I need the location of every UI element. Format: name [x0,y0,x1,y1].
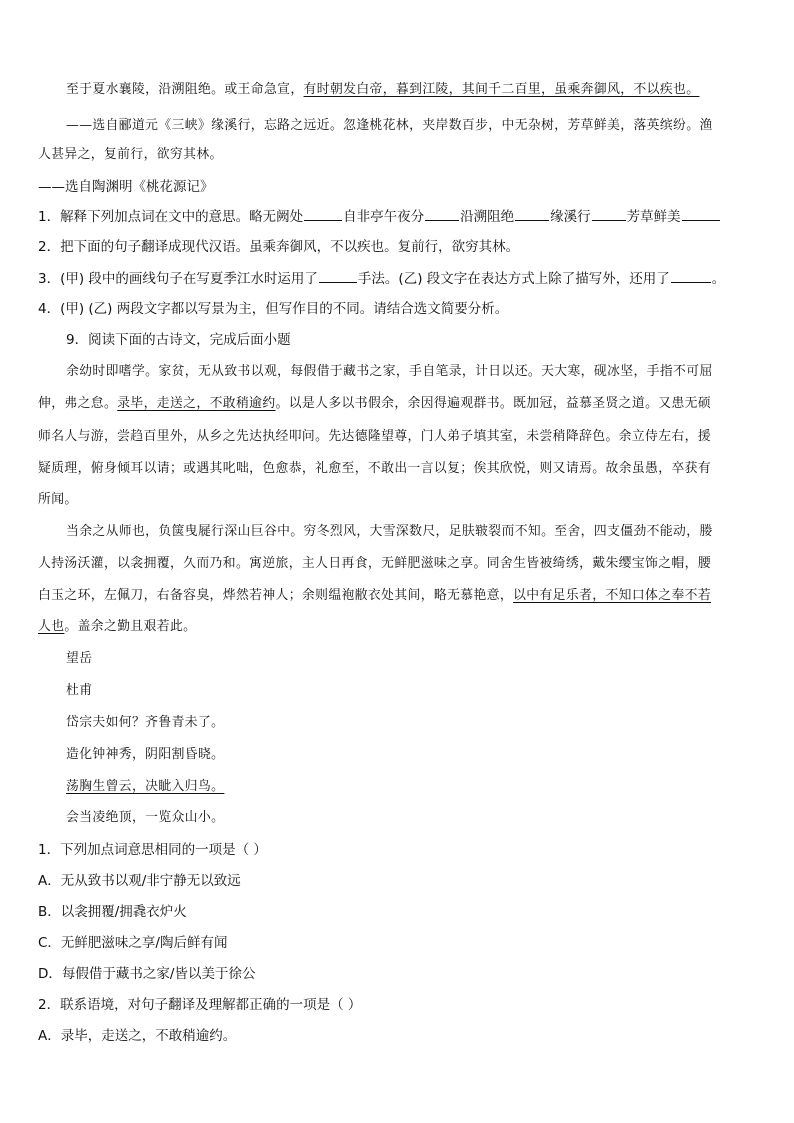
poem-author: 杜甫 [66,683,93,698]
underlined-sentence: 有时朝发白帝，暮到江陵，其间千二百里，虽乘奔御风，不以疾也。 [303,82,700,97]
question-number: 2． [38,239,61,255]
poem-line-4: 会当凌绝顶，一览众山小。 [66,810,225,825]
word-item: 自非亭午夜分 [343,209,425,225]
underlined-sentence: 人也 [38,619,65,634]
answer-blank[interactable] [515,206,549,221]
song-lian-p1-line-4: 疑质理，俯身倾耳以请；或遇其叱咄，色愈恭，礼愈至，不敢出一言以复；俟其欣悦，则又请焉。故余虽愚，卒获有 [38,461,712,476]
passage-jia-line [66,80,699,100]
question-number: 1． [38,209,61,225]
mc1-option-b[interactable]: B．以衾拥覆/拥毳衣炉火 [38,904,187,920]
answer-blank[interactable] [671,268,711,283]
mc1-option-a[interactable]: A．无从致书以观/非宁静无以致远 [38,873,241,889]
question-3 [38,268,725,289]
word-item: 芳草鲜美 [626,209,681,225]
question-text: 。 [711,271,726,287]
song-lian-p1-line-1: 余幼时即嗜学。家贫，无从致书以观，每假借于藏书之家，手自笔录，计日以还。天大寒，砚冰坚，手指不可屈 [66,364,713,379]
mc2-option-a[interactable]: A．录毕，走送之，不敢稍逾约。 [38,1028,237,1044]
song-lian-p1-line-5: 所闻。 [38,492,78,507]
question-4 [38,299,508,319]
word-item: 缘溪行 [550,209,591,225]
song-lian-p2-line-1: 当余之从师也，负箧曳屣行深山巨谷中。穷冬烈风，大雪深数尺，足肤皲裂而不知。至舍，四支僵劲不能动，媵 [66,524,713,539]
song-lian-p2-line-3 [38,586,711,606]
answer-blank[interactable] [592,206,626,221]
passage-text: 白玉之环，左佩刀，右备容臭，烨然若神人；余则缊袍敝衣处其间，略无慕艳意， [38,588,514,603]
answer-blank[interactable] [425,206,459,221]
question-number: 4． [38,301,61,317]
answer-blank[interactable] [319,268,357,283]
song-lian-p2-line-2: 人持汤沃灌，以衾拥覆，久而乃和。寓逆旅，主人日再食，无鲜肥滋味之享。同舍生皆被绮绣，戴朱缨宝饰之帽，腰 [38,556,712,571]
question-1 [38,206,721,227]
question-number: 3． [38,271,61,287]
song-lian-p2-line-4 [38,617,196,637]
word-item: 略无阙处 [249,209,304,225]
question-text: (甲) (乙) 两段文字都以写景为主，但写作目的不同。请结合选文简要分析。 [60,301,509,317]
song-lian-p1-line-3: 师名人与游，尝趋百里外，从乡之先达执经叩问。先达德隆望尊，门人弟子填其室，未尝稍降辞色。余立侍左右，援 [38,429,712,444]
passage-text: 。以是人多以书假余，余因得遍观群书。既加冠，益慕圣贤之道。又患无硕 [275,396,712,411]
question-text: 解释下列加点词在文中的意思。 [60,209,250,225]
passage-yi-text: 缘溪行，忘路之远近。忽逢桃花林，夹岸数百步，中无杂树，芳草鲜美，落英缤纷。渔 [211,118,713,133]
answer-blank[interactable] [304,206,342,221]
poem-title: 望岳 [66,651,93,666]
poem-line-2: 造化钟神秀，阴阳割昏晓。 [66,747,225,762]
question-text: 把下面的句子翻译成现代汉语。虽乘奔御风，不以疾也。复前行，欲穷其林。 [60,239,520,255]
underlined-sentence: 以中有足乐者，不知口体之奉不若 [513,588,712,603]
passage-text: 。盖余之勤且艰若此。 [64,619,197,634]
poem-line-3: 荡胸生曾云，决眦入归鸟。 [66,779,225,794]
question-2 [38,237,519,257]
section-9-heading: 9．阅读下面的古诗文，完成后面小题 [66,332,291,348]
mc1-stem: 1．下列加点词意思相同的一项是（ ） [38,842,267,858]
mc2-stem: 2．联系语境，对句子翻译及理解都正确的一项是（ ） [38,997,362,1013]
source-jia: ——选自郦道元《三峡》 [66,118,212,133]
mc1-option-c[interactable]: C．无鲜肥滋味之享/陶后鲜有闻 [38,935,228,951]
passage-yi-line-2: 人甚异之，复前行，欲穷其林。 [38,147,223,162]
song-lian-p1-line-2 [38,394,711,414]
source-yi: ——选自陶渊明《桃花源记》 [38,179,214,195]
passage-text: 伸，弗之怠。 [38,396,118,411]
passage-yi-line-1 [66,116,713,136]
underlined-sentence: 录毕，走送之，不敢稍逾约 [117,396,276,411]
question-text: 手法。(乙) 段文字在表达方式上除了描写外，还用了 [357,271,670,287]
poem-line-1: 岱宗夫如何？齐鲁青未了。 [66,715,225,730]
word-item: 沿溯阻绝 [460,209,515,225]
passage-text: 至于夏水襄陵，沿溯阻绝。或王命急宣， [66,82,304,97]
mc1-option-d[interactable]: D．每假借于藏书之家/皆以美于徐公 [38,966,256,982]
question-text: (甲) 段中的画线句子在写夏季江水时运用了 [60,271,318,287]
answer-blank[interactable] [682,206,720,221]
